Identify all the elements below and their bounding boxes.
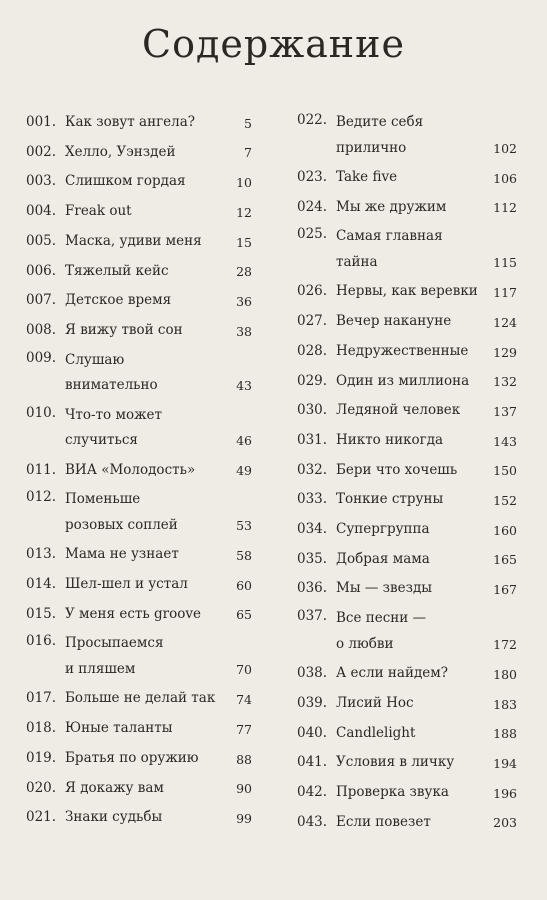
chapter-title-line: о любви — [336, 635, 394, 652]
page-number: 106 — [493, 170, 517, 186]
chapter-title-line: Слушаю — [65, 351, 125, 368]
page-number: 38 — [236, 323, 252, 339]
chapter-title — [336, 485, 517, 515]
chapter-number: 023. — [297, 169, 328, 185]
chapter-title — [65, 348, 252, 399]
chapter-number: 036. — [297, 580, 328, 597]
chapter-title — [336, 337, 517, 367]
chapter-number: 037. — [297, 608, 328, 625]
chapter-title-line: случиться — [65, 432, 138, 449]
page-title: Содержание — [142, 22, 405, 66]
chapter-title-line: А если найдем? — [336, 665, 449, 682]
page-number: 46 — [236, 433, 252, 449]
page-number: 53 — [236, 517, 252, 533]
chapter-title-line: Самая главная — [336, 228, 443, 245]
chapter-title-line: Никто никогда — [336, 431, 444, 448]
toc-entry — [26, 197, 252, 227]
chapter-number: 025. — [297, 226, 328, 243]
chapter-title-line: Мы — звезды — [336, 580, 433, 597]
chapter-number: 028. — [297, 342, 328, 359]
chapter-title-line: Проверка звука — [336, 783, 449, 800]
toc-entry — [26, 570, 252, 600]
chapter-title — [65, 631, 252, 682]
chapter-title — [65, 227, 252, 257]
chapter-number: 033. — [297, 491, 328, 508]
page-number: 124 — [493, 314, 517, 330]
chapter-title — [336, 515, 517, 545]
chapter-title — [336, 456, 517, 486]
page-number: 102 — [493, 140, 517, 156]
page-number: 172 — [493, 636, 517, 652]
chapter-title — [65, 570, 252, 600]
chapter-title-line: Вечер накануне — [336, 313, 452, 330]
toc-entry — [297, 396, 517, 426]
chapter-title-line: Юные таланты — [65, 720, 173, 737]
page-number: 12 — [236, 204, 252, 220]
chapter-number: 042. — [297, 783, 328, 800]
page-number: 150 — [493, 463, 517, 479]
toc-entry — [297, 426, 517, 456]
chapter-number: 012. — [26, 489, 57, 506]
page-number: 99 — [236, 810, 252, 826]
chapter-title — [336, 396, 517, 426]
chapter-title-line: Если повезет — [336, 813, 431, 830]
toc-entry — [297, 193, 517, 223]
chapter-title — [65, 108, 252, 138]
toc-entry — [297, 574, 517, 604]
chapter-number: 018. — [26, 720, 57, 737]
toc-left-column — [26, 108, 252, 833]
chapter-title-line: Супергруппа — [336, 521, 430, 538]
chapter-title-line: Я вижу твой сон — [65, 321, 183, 338]
toc-entry — [297, 778, 517, 808]
page-number: 196 — [493, 785, 517, 801]
toc-entry — [297, 689, 517, 719]
toc-entry — [26, 485, 252, 540]
toc-entry — [26, 167, 252, 197]
chapter-number: 038. — [297, 665, 328, 682]
chapter-title — [336, 719, 517, 749]
toc-entry — [26, 227, 252, 257]
chapter-number: 026. — [297, 283, 328, 300]
chapter-title — [65, 600, 252, 630]
chapter-title-line: Слишком гордая — [65, 173, 186, 190]
chapter-number: 040. — [297, 724, 328, 741]
toc-entry — [26, 600, 252, 630]
chapter-number: 039. — [297, 694, 328, 711]
chapter-title — [336, 367, 517, 397]
chapter-number: 020. — [26, 779, 57, 796]
chapter-number: 008. — [26, 321, 57, 338]
chapter-title — [336, 778, 517, 808]
chapter-title-line: Добрая мама — [336, 550, 430, 567]
chapter-title-line: Freak out — [65, 203, 132, 220]
chapter-number: 006. — [26, 262, 57, 279]
toc-entry — [26, 456, 252, 486]
chapter-title-line: Просыпаемся — [65, 635, 164, 652]
chapter-number: 004. — [26, 203, 57, 220]
page-number: 7 — [244, 145, 252, 161]
chapter-title-line: тайна — [336, 253, 378, 270]
chapter-title-line: Candlelight — [336, 724, 416, 741]
chapter-title-line: ВИА «Молодость» — [65, 461, 196, 478]
chapter-title-line: Нервы, как веревки — [336, 283, 478, 300]
toc-entry — [297, 367, 517, 397]
toc-entry — [26, 138, 252, 168]
chapter-title-line: Бери что хочешь — [336, 461, 458, 478]
chapter-number: 043. — [297, 813, 328, 830]
toc-entry — [297, 659, 517, 689]
chapter-title-line: Условия в личку — [336, 754, 455, 771]
chapter-title — [336, 659, 517, 689]
page-number: 74 — [236, 692, 252, 708]
toc-entry — [297, 515, 517, 545]
chapter-title-line: Мама не узнает — [65, 546, 179, 563]
chapter-title-line: Недружественные — [336, 342, 469, 359]
page-number: 90 — [236, 781, 252, 797]
chapter-number: 013. — [26, 546, 57, 563]
toc-entry — [297, 545, 517, 575]
chapter-number: 029. — [297, 372, 328, 389]
chapter-number: 016. — [26, 633, 57, 650]
chapter-title — [65, 774, 252, 804]
chapter-title — [336, 689, 517, 719]
chapter-title — [336, 224, 517, 275]
page-number: 15 — [236, 234, 252, 250]
toc-entry — [297, 485, 517, 515]
chapter-title-line: Поменьше — [65, 491, 141, 508]
chapter-title-line: Мы же дружим — [336, 198, 447, 215]
page-number: 115 — [493, 254, 517, 270]
chapter-number: 021. — [26, 809, 57, 826]
chapter-number: 011. — [26, 461, 57, 478]
chapter-number: 032. — [297, 461, 328, 478]
page-number: 194 — [493, 755, 517, 771]
chapter-number: 030. — [297, 402, 328, 419]
chapter-number: 035. — [297, 550, 328, 567]
chapter-title — [336, 277, 517, 307]
chapter-title — [65, 138, 252, 168]
chapter-number: 015. — [26, 605, 57, 622]
page-number: 70 — [236, 661, 252, 677]
page-number: 152 — [493, 493, 517, 509]
page-number: 188 — [493, 726, 517, 742]
chapter-title — [336, 574, 517, 604]
page-number: 143 — [493, 433, 517, 449]
toc-entry — [26, 684, 252, 714]
chapter-title — [65, 684, 252, 714]
toc-entry — [26, 108, 252, 138]
chapter-title-line: Что-то может — [65, 406, 162, 423]
page-number: 36 — [236, 293, 252, 309]
chapter-number: 019. — [26, 749, 57, 766]
page-number: 88 — [236, 751, 252, 767]
toc-entry — [297, 307, 517, 337]
chapter-title — [336, 808, 517, 838]
toc-entry — [297, 719, 517, 749]
chapter-title-line: Все песни — — [336, 610, 427, 627]
page-number: 165 — [493, 552, 517, 568]
toc-entry — [297, 604, 517, 659]
toc-entry — [26, 401, 252, 456]
toc-entry — [297, 222, 517, 277]
chapter-title-line: розовых соплей — [65, 516, 178, 533]
chapter-title-line: Детское время — [65, 292, 172, 309]
toc-entry — [26, 286, 252, 316]
chapter-title — [336, 307, 517, 337]
chapter-title-line: Братья по оружию — [65, 749, 199, 766]
toc-entry — [26, 744, 252, 774]
chapter-number: 017. — [26, 690, 57, 707]
page-number: 60 — [236, 577, 252, 593]
chapter-title-line: Ведите себя — [336, 114, 424, 130]
chapter-number: 010. — [26, 404, 57, 421]
page-number: 117 — [493, 285, 517, 301]
toc-entry — [26, 257, 252, 287]
chapter-number: 002. — [26, 143, 57, 160]
chapter-title — [65, 744, 252, 774]
chapter-title — [336, 748, 517, 778]
page-number: 203 — [493, 815, 517, 831]
page-number: 10 — [236, 175, 252, 191]
page-number: 49 — [236, 463, 252, 479]
page-number: 112 — [493, 200, 517, 216]
chapter-title-line: Ледяной человек — [336, 402, 461, 419]
toc-entry — [26, 714, 252, 744]
chapter-title — [65, 403, 252, 454]
chapter-title — [65, 257, 252, 287]
chapter-title — [336, 426, 517, 456]
toc-entry — [26, 346, 252, 401]
chapter-number: 031. — [297, 431, 328, 448]
toc-entry — [26, 803, 252, 833]
toc-entry — [297, 456, 517, 486]
chapter-title — [65, 487, 252, 538]
chapter-number: 001. — [26, 114, 57, 130]
chapter-title — [336, 545, 517, 575]
page-number: 160 — [493, 522, 517, 538]
chapter-title-line: Больше не делай так — [65, 690, 216, 707]
toc-entry — [26, 316, 252, 346]
toc-entry — [26, 774, 252, 804]
toc-entry — [297, 748, 517, 778]
toc-entry — [26, 540, 252, 570]
toc-right-column — [297, 108, 517, 837]
chapter-number: 005. — [26, 232, 57, 249]
page-number: 180 — [493, 666, 517, 682]
chapter-title-line: Take five — [336, 169, 398, 185]
page-number: 58 — [236, 548, 252, 564]
chapter-title-line: Хелло, Уэнздей — [65, 143, 176, 160]
toc-entry — [297, 337, 517, 367]
chapter-number: 022. — [297, 112, 328, 128]
chapter-number: 014. — [26, 576, 57, 593]
chapter-number: 009. — [26, 349, 57, 366]
page-number: 5 — [244, 115, 252, 131]
chapter-number: 003. — [26, 173, 57, 190]
chapter-title — [65, 714, 252, 744]
chapter-title — [336, 110, 517, 161]
page-number: 77 — [236, 721, 252, 737]
toc-entry — [297, 808, 517, 838]
page-number: 43 — [236, 378, 252, 394]
chapter-title-line: Лисий Нос — [336, 694, 414, 711]
toc-entry — [297, 163, 517, 193]
chapter-title-line: Я докажу вам — [65, 779, 164, 796]
toc-entry — [26, 629, 252, 684]
chapter-title-line: Как зовут ангела? — [65, 114, 195, 130]
chapter-title — [65, 167, 252, 197]
chapter-title-line: Знаки судьбы — [65, 809, 163, 826]
chapter-title-line: У меня есть groove — [65, 605, 201, 622]
chapter-title — [336, 163, 517, 193]
chapter-title-line: Шел-шел и устал — [65, 576, 188, 593]
chapter-number: 007. — [26, 292, 57, 309]
chapter-title-line: внимательно — [65, 377, 158, 394]
chapter-number: 041. — [297, 754, 328, 771]
page-number: 65 — [236, 607, 252, 623]
chapter-title — [336, 606, 517, 657]
page-number: 137 — [493, 403, 517, 419]
toc-entry — [297, 277, 517, 307]
chapter-title-line: Один из миллиона — [336, 372, 470, 389]
chapter-title — [65, 286, 252, 316]
chapter-title — [65, 540, 252, 570]
chapter-title-line: Тонкие струны — [336, 491, 444, 508]
chapter-title — [65, 456, 252, 486]
chapter-title-line: Маска, удиви меня — [65, 232, 202, 249]
chapter-title-line: Тяжелый кейс — [65, 262, 169, 279]
page-number: 28 — [236, 264, 252, 280]
page-number: 129 — [493, 344, 517, 360]
chapter-number: 024. — [297, 198, 328, 215]
chapter-title-line: прилично — [336, 139, 407, 156]
chapter-number: 034. — [297, 521, 328, 538]
page-number: 132 — [493, 374, 517, 390]
page-number: 167 — [493, 582, 517, 598]
chapter-number: 027. — [297, 313, 328, 330]
chapter-title — [336, 193, 517, 223]
chapter-title — [65, 197, 252, 227]
chapter-title-line: и пляшем — [65, 660, 136, 677]
page-number: 183 — [493, 696, 517, 712]
chapter-title — [65, 316, 252, 346]
chapter-title — [65, 803, 252, 833]
toc-entry — [297, 108, 517, 163]
